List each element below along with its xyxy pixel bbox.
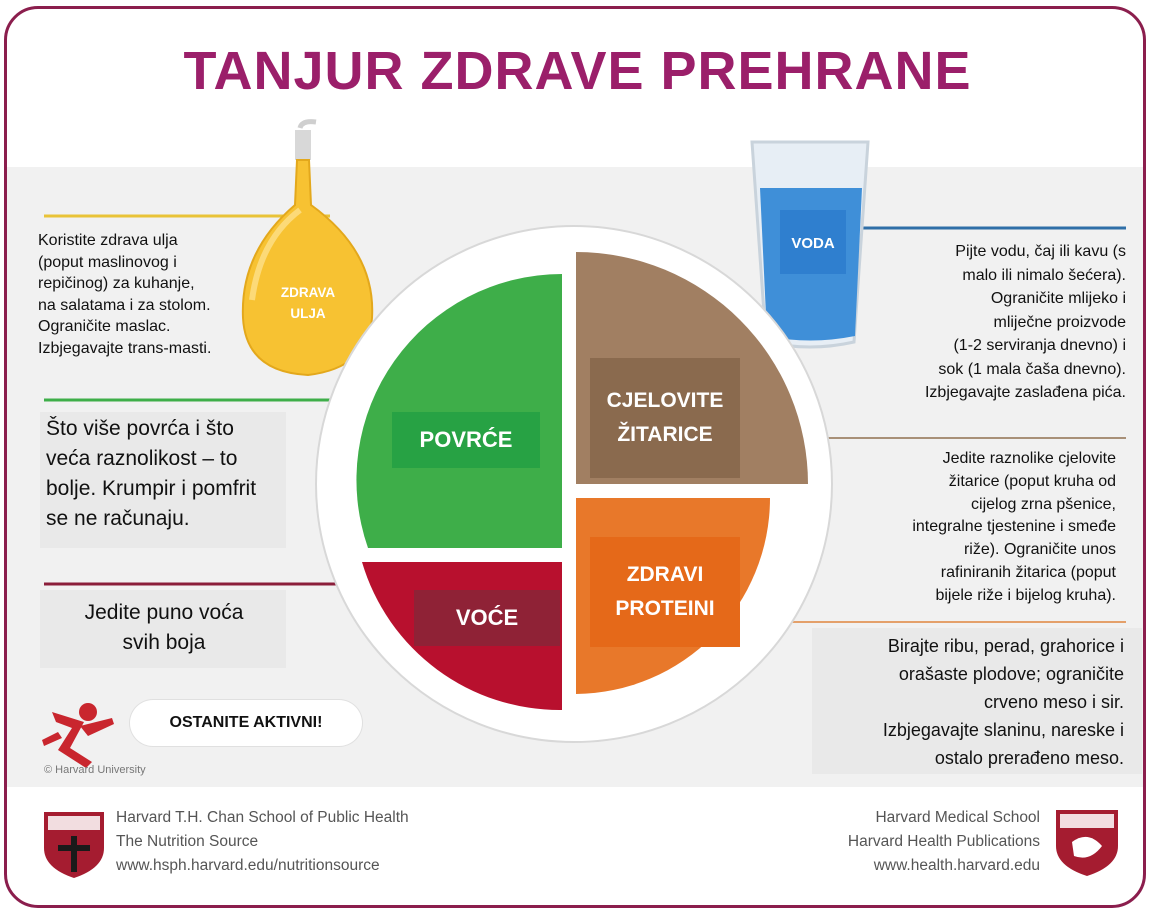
page-title: TANJUR ZDRAVE PREHRANE	[183, 41, 972, 101]
footer-left-line-3: www.hsph.harvard.edu/nutritionsource	[116, 857, 380, 874]
runner-icon	[42, 703, 114, 768]
footer-right	[740, 806, 1040, 878]
grains-text: Jedite raznolike cjelovite žitarice (poput kruha od cijelog zrna pšenice, integralne tjestenine i smeđe riže). Ograničite unos rafiniranih žitarica (poput bijele riže i bijelog kruha).	[912, 450, 1116, 604]
oil-label: ZDRAVA ULJA	[280, 285, 336, 321]
proteins-text: Birajte ribu, perad, grahorice i orašaste plodove; ograničite crveno meso i sir. Izbjegavajte slaninu, nareske i ostalo prerađeno meso.	[882, 636, 1124, 768]
footer-right-line-2: Harvard Health Publications	[847, 833, 1040, 850]
fruit-label: VOĆE	[414, 590, 560, 646]
stay-active-badge: OSTANITE AKTIVNI!	[130, 700, 362, 746]
grains-label: CJELOVITE ŽITARICE	[590, 358, 740, 478]
water-text: Pijte vodu, čaj ili kavu (s malo ili nimalo šećera). Ograničite mlijeko i mliječne proizvode (1-2 serviranja dnevno) i sok (1 mala čaša dnevno). Izbjegavajte zaslađena pića.	[924, 243, 1126, 401]
proteins-label: ZDRAVI PROTEINI	[590, 537, 740, 647]
vegetables-text: Što više povrća i što veća raznolikost – to bolje. Krumpir i pomfrit se ne računaju.	[46, 417, 257, 530]
footer-right-line-1: Harvard Medical School	[875, 809, 1040, 826]
harvard-shield-icon	[1056, 810, 1118, 876]
harvard-shield-icon	[44, 812, 104, 878]
footer-left-line-2: The Nutrition Source	[116, 833, 259, 850]
oil-text: Koristite zdrava ulja (poput maslinovog i repičinog) za kuhanje, na salatama i za stolom. Ograničite maslac. Izbjegavajte trans-masti.	[38, 232, 212, 357]
footer-left-line-1: Harvard T.H. Chan School of Public Health	[116, 809, 409, 826]
copyright-text: © Harvard University	[44, 764, 146, 776]
vegetables-label: POVRĆE	[392, 412, 540, 468]
footer-left	[116, 806, 409, 878]
water-label: VODA	[791, 234, 835, 252]
fruit-text: Jedite puno voća svih boja	[84, 601, 244, 654]
footer-right-line-3: www.health.harvard.edu	[873, 857, 1040, 874]
